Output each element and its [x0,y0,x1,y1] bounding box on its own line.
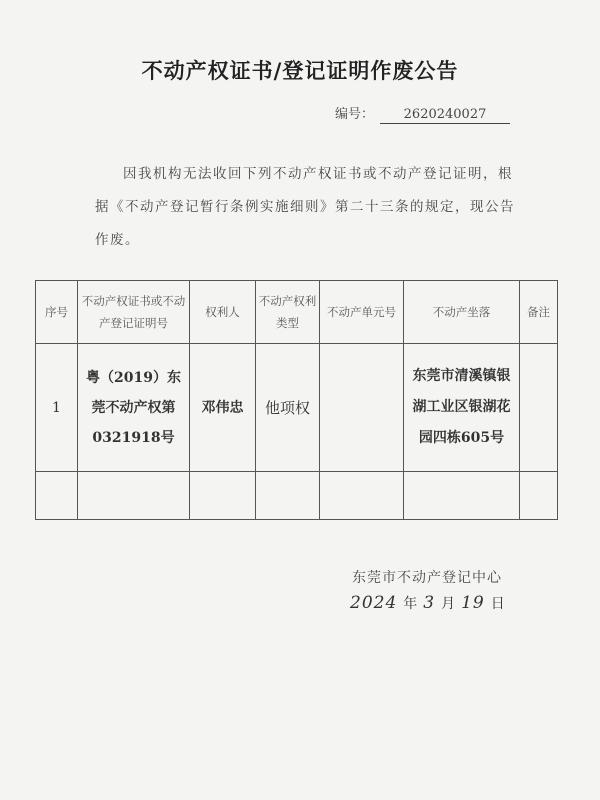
notice-body: 因我机构无法收回下列不动产权证书或不动产登记证明，根据《不动产登记暂行条例实施细则》第二十三条的规定，现公告作废。 [95,166,515,248]
date-year: 2024 [350,593,398,613]
date-day: 19 [461,593,485,613]
cell-holder: 邓伟忠 [190,344,256,472]
header-unit-no: 不动产单元号 [320,281,404,344]
date-year-unit: 年 [403,596,418,612]
serial-label: 编号： [335,107,375,122]
date-month-unit: 月 [441,596,456,612]
date-day-unit: 日 [490,596,505,612]
void-certificate-table [35,280,558,520]
cell-cert: 粤（2019）东莞不动产权第0321918号 [78,344,190,472]
cell-remark [520,344,558,472]
empty-cell [78,472,190,520]
document-title: 不动产权证书/登记证明作废公告 [141,58,459,83]
issuing-organization: 东莞市不动产登记中心 [352,570,502,586]
serial-number: 2620240027 [380,107,510,124]
signature-date [350,593,511,613]
serial-number-line [335,103,510,124]
empty-cell [256,472,320,520]
date-month: 3 [423,593,436,613]
empty-cell [36,472,78,520]
empty-cell [404,472,520,520]
header-holder: 权利人 [190,281,256,344]
table-row [36,344,558,472]
empty-cell [520,472,558,520]
header-location: 不动产坐落 [404,281,520,344]
cell-location: 东莞市清溪镇银湖工业区银湖花园四栋605号 [404,344,520,472]
header-right-type: 不动产权利类型 [256,281,320,344]
empty-cell [320,472,404,520]
table-row-empty [36,472,558,520]
empty-cell [190,472,256,520]
cell-right-type: 他项权 [256,344,320,472]
cell-seq: 1 [36,344,78,472]
header-cert: 不动产权证书或不动产登记证明号 [78,281,190,344]
header-remark: 备注 [520,281,558,344]
table-header-row [36,281,558,344]
cell-unit-no [320,344,404,472]
header-seq: 序号 [36,281,78,344]
